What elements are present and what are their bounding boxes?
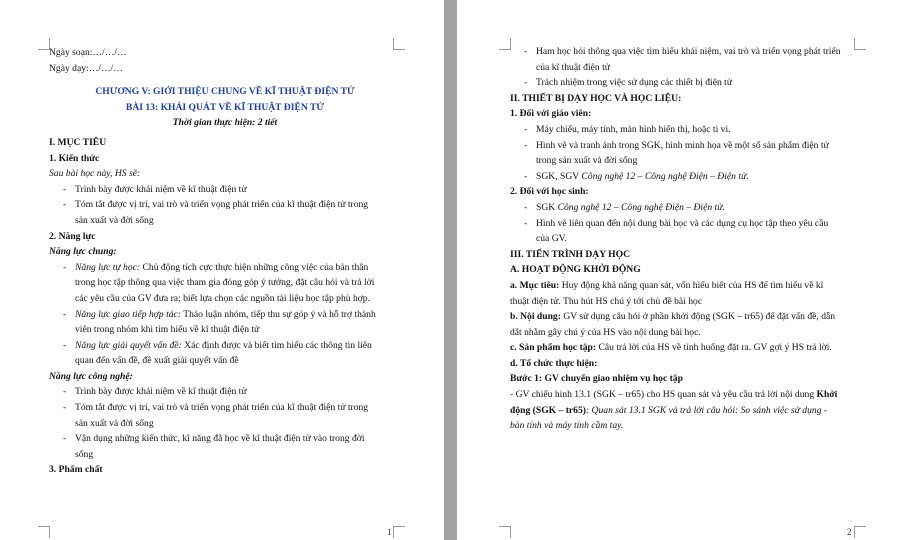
heading-knowledge: 1. Kiến thức bbox=[49, 152, 100, 164]
date-prepared: Ngày soạn:…/…/… bbox=[49, 47, 127, 58]
product-paragraph bbox=[510, 340, 862, 356]
page-2-body bbox=[510, 44, 862, 434]
competence-item bbox=[49, 307, 401, 338]
content-label: b. Nội dung: bbox=[510, 311, 561, 323]
teacher-item bbox=[510, 169, 862, 185]
section-objectives: I. MỤC TIÊU bbox=[49, 136, 107, 148]
product-label: c. Sản phẩm học tập: bbox=[510, 342, 597, 354]
heading-warmup: A. HOẠT ĐỘNG KHỞI ĐỘNG bbox=[510, 264, 641, 276]
textbook-title: Công nghệ 12 – Công nghệ Điện – Điện tử. bbox=[557, 201, 725, 213]
margin-marker-bottom-left bbox=[38, 526, 50, 538]
text-line: - Tóm tắt được vị trí, vai trò và triển vọng phát triển của kĩ thuật điện tử trong bbox=[75, 402, 369, 414]
heading-teacher: 1. Đối với giáo viên: bbox=[510, 108, 592, 120]
teacher-item: - Máy chiếu, máy tính, màn hình hiển thị, hoặc ti vi. bbox=[510, 122, 862, 138]
competence-item bbox=[49, 260, 401, 307]
text-line: - Tóm tắt được vị trí, vai trò và triển vọng phát triển của kĩ thuật điện tử trong bbox=[75, 199, 369, 211]
text-line: - Ham học hỏi thông qua việc tìm hiểu khái niệm, vai trò và triển vọng phát triển bbox=[536, 46, 841, 57]
student-item bbox=[510, 216, 862, 247]
chapter-title: CHƯƠNG V: GIỚI THIỆU CHUNG VỀ KĨ THUẬT ĐIỆN TỬ bbox=[95, 86, 355, 98]
text-line: sản xuất và đời sống bbox=[75, 417, 154, 429]
margin-marker-bottom-right bbox=[854, 526, 866, 538]
knowledge-item bbox=[49, 197, 401, 228]
text-line: bàn tính và máy tính cầm tay. bbox=[510, 420, 624, 432]
text-run: : Quan sát 13.1 SGK và trả lời câu hỏi: So sánh việc sử dụng - bbox=[585, 404, 828, 416]
teacher-instruction-paragraph bbox=[510, 387, 862, 434]
textbook-title: Công nghệ 12 – Công nghệ Điện – Điện tử. bbox=[581, 170, 749, 182]
text-line: dắt nhằm gây chú ý của HS vào nội dung bài học. bbox=[510, 326, 701, 338]
margin-marker-bottom-left bbox=[499, 526, 511, 538]
heading-qualities: 3. Phẩm chất bbox=[49, 464, 103, 476]
text-run: SGK, SGV bbox=[536, 170, 582, 182]
text-line: các yêu cầu của GV đưa ra; biết lựa chọn các nguồn tài liệu học tập phù hợp. bbox=[75, 292, 371, 304]
objective-paragraph bbox=[510, 278, 862, 309]
general-competence-label: Năng lực chung: bbox=[49, 246, 117, 258]
competence-item bbox=[49, 338, 401, 369]
self-study-label: Năng lực tự học: bbox=[75, 261, 141, 273]
technology-competence-label: Năng lực công nghệ: bbox=[49, 370, 133, 382]
text-run: - GV chiếu hình 13.1 (SGK – tr65) cho HS quan sát và yêu cầu trả lời nội dung bbox=[510, 389, 817, 401]
content-paragraph bbox=[510, 309, 862, 340]
text-run: Câu trả lời của HS về tình huống đặt ra. GV gợi ý HS trả lời. bbox=[596, 342, 832, 354]
margin-marker-bottom-right bbox=[393, 526, 405, 538]
text-run: GV sử dụng câu hỏi ở phần khởi động (SGK – tr65) để đặt vấn đề, dẫn bbox=[560, 311, 836, 323]
text-run: Huy động khả năng quan sát, vốn hiểu biết của HS để tìm hiểu về kĩ bbox=[559, 279, 824, 291]
technology-item bbox=[49, 431, 401, 462]
document-page-1 bbox=[0, 0, 444, 540]
knowledge-item: - Trình bày được khái niệm về kĩ thuật điện tử bbox=[49, 182, 401, 198]
section-equipment: II. THIẾT BỊ DẠY HỌC VÀ HỌC LIỆU: bbox=[510, 92, 682, 104]
section-process: III. TIẾN TRÌNH DẠY HỌC bbox=[510, 248, 631, 260]
text-run: Chủ động tích cực thực hiện những công việc của bản thân bbox=[140, 261, 369, 273]
text-line: sống bbox=[75, 448, 94, 460]
text-run: SGK bbox=[536, 201, 558, 213]
objective-label: a. Mục tiêu: bbox=[510, 279, 560, 291]
text-line: của kĩ thuật điện tử bbox=[536, 61, 610, 73]
text-run: động (SGK – tr65) bbox=[510, 404, 586, 416]
problem-solving-label: Năng lực giải quyết vấn đề: bbox=[75, 339, 182, 351]
text-line: sản xuất và đời sống bbox=[75, 214, 154, 226]
text-line: thuật điện tử. Thu hút HS chú ý tới chủ đề bài học bbox=[510, 295, 703, 307]
heading-student: 2. Đối với học sinh: bbox=[510, 186, 589, 198]
quality-item bbox=[510, 44, 862, 75]
text-run: Khởi bbox=[816, 389, 838, 401]
text-line: của GV. bbox=[536, 233, 567, 245]
step-1-heading: Bước 1: GV chuyển giao nhiệm vụ học tập bbox=[510, 373, 683, 385]
student-item bbox=[510, 200, 862, 216]
page-number: 1 bbox=[387, 527, 392, 537]
text-line: - Vận dụng những kiến thức, kĩ năng đã học về kĩ thuật điện tử vào trong đời bbox=[75, 433, 365, 445]
technology-item: - Trình bày được khái niệm về kĩ thuật điện tử bbox=[49, 384, 401, 400]
quality-item: - Trách nhiệm trong việc sử dụng các thiết bị điện tử bbox=[510, 75, 862, 91]
page-1-body bbox=[49, 45, 401, 478]
text-line: - Hình vẽ và tranh ảnh trong SGK, hình minh họa về một số sản phẩm điện tử bbox=[536, 139, 829, 151]
text-line: viên trong nhóm khi tìm hiểu về kĩ thuật điện tử bbox=[75, 324, 260, 336]
text-line: quan đến vấn đề, đề xuất giải quyết vấn đề bbox=[75, 355, 239, 367]
text-line: trong sản xuất và đời sống bbox=[536, 155, 638, 167]
duration: Thời gian thực hiện: 2 tiết bbox=[172, 117, 278, 129]
heading-competence: 2. Năng lực bbox=[49, 230, 96, 242]
page-number: 2 bbox=[847, 527, 852, 537]
technology-item bbox=[49, 400, 401, 431]
teacher-item bbox=[510, 138, 862, 169]
text-run: Thảo luận nhóm, tiếp thu sự góp ý và hỗ trợ thành bbox=[181, 308, 376, 320]
organization-label: d. Tổ chức thực hiện: bbox=[510, 357, 598, 369]
document-page-2 bbox=[457, 0, 901, 540]
after-lesson-text: Sau bài học này, HS sẽ: bbox=[49, 168, 141, 180]
communication-label: Năng lực giao tiếp hợp tác: bbox=[75, 308, 182, 320]
text-line: trong học tập thông qua việc tham gia đóng góp ý tưởng, đặt câu hỏi và trả lời bbox=[75, 277, 375, 289]
lesson-title: BÀI 13: KHÁI QUÁT VỀ KĨ THUẬT ĐIỆN TỬ bbox=[125, 101, 325, 113]
text-line: - Hình vẽ liên quan đến nội dung bài học và các dụng cụ học tập theo yêu cầu bbox=[536, 217, 829, 229]
date-taught: Ngày dạy:…/…/… bbox=[49, 62, 123, 74]
text-run: Xác định được và biết tìm hiểu các thông tin liên bbox=[181, 339, 372, 351]
